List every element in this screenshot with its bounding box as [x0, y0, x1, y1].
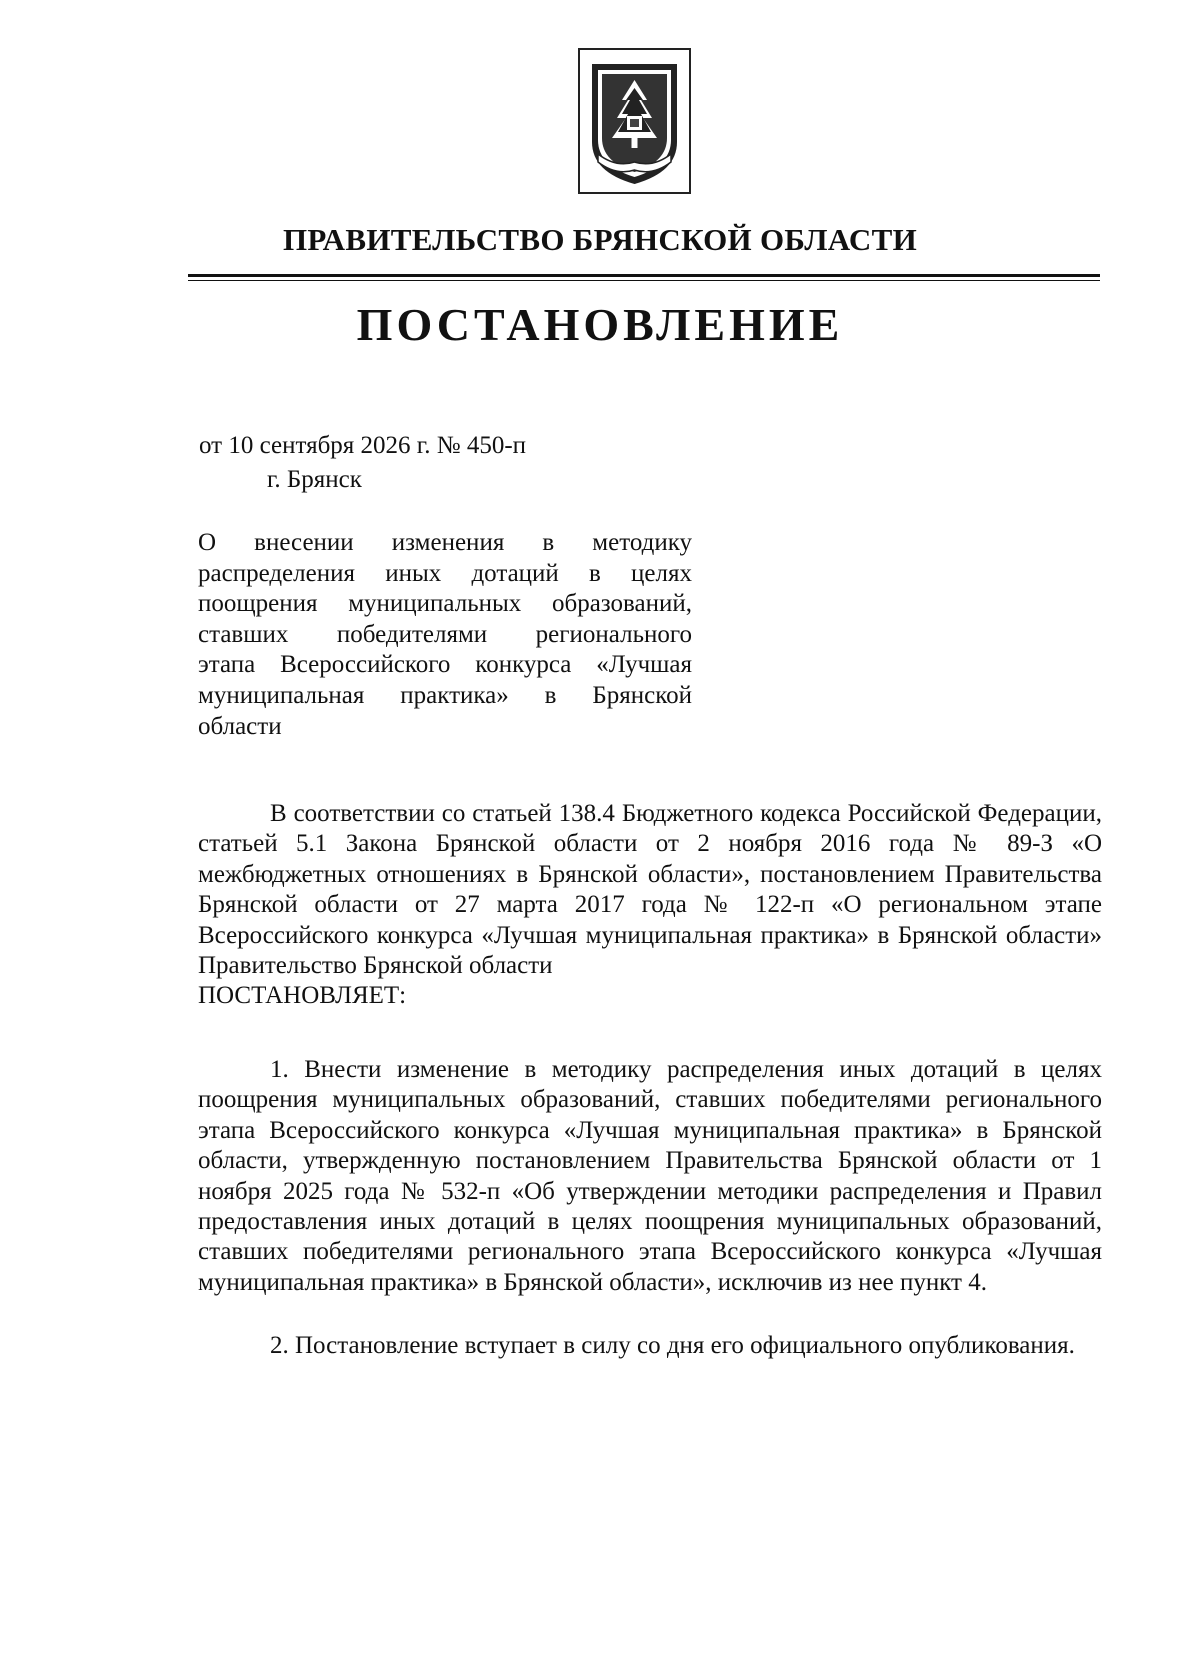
subject-line: поощрения муниципальных образований, [198, 590, 692, 618]
header-rule-thick [188, 274, 1100, 277]
subject-line: этапа Всероссийского конкурса «Лучшая [198, 651, 692, 679]
subject-line: ставших победителями регионального [198, 620, 692, 648]
subject-line: распределения иных дотаций в целях [198, 559, 692, 587]
header-rule-thin [188, 280, 1100, 281]
subject-line: области [198, 712, 282, 740]
document-subject [198, 528, 692, 742]
subject-line: муниципальная практика» в Брянской [198, 681, 692, 709]
coat-of-arms-icon [578, 48, 691, 194]
document-date-number: от 10 сентября 2026 г. № 450-п [199, 432, 527, 459]
decree-item-1: 1. Внести изменение в методику распределения иных дотаций в целях поощрения муниципальных образований, ставших победителями регионального этапа Всероссийского конкурса «Лучшая муниципальная практика» в Брянской области, утвержденную постановлением Правительства Брянской области от 1 ноября 2025 года № 532-п «Об утверждении методики распределения и Правил предоставления иных дотаций в целях поощрения муниципальных образований, ставших победителями регионального этапа Всероссийского конкурса «Лучшая муниципальная практика» в Брянской области», исключив из нее пункт 4. [198, 1056, 1102, 1296]
document-type: ПОСТАНОВЛЕНИЕ [356, 299, 844, 350]
government-name: ПРАВИТЕЛЬСТВО БРЯНСКОЙ ОБЛАСТИ [282, 222, 918, 257]
preamble-text: В соответствии со статьей 138.4 Бюджетного кодекса Российской Федерации, статьей 5.1 Закона Брянской области от 2 ноября 2016 года № 89-З «О межбюджетных отношениях в Брянской области», постановлением Правительства Брянской области от 27 марта 2017 года № 122-п «О региональном этапе Всероссийского конкурса «Лучшая муниципальная практика» в Брянской области» Правительство Брянской области [198, 800, 1102, 980]
decree-word: ПОСТАНОВЛЯЕТ: [198, 982, 407, 1010]
document-city: г. Брянск [267, 466, 362, 493]
subject-line: О внесении изменения в методику [198, 529, 692, 556]
preamble-paragraph [198, 799, 1102, 1012]
decree-item-2: 2. Постановление вступает в силу со дня его официального опубликования. [270, 1332, 1075, 1359]
